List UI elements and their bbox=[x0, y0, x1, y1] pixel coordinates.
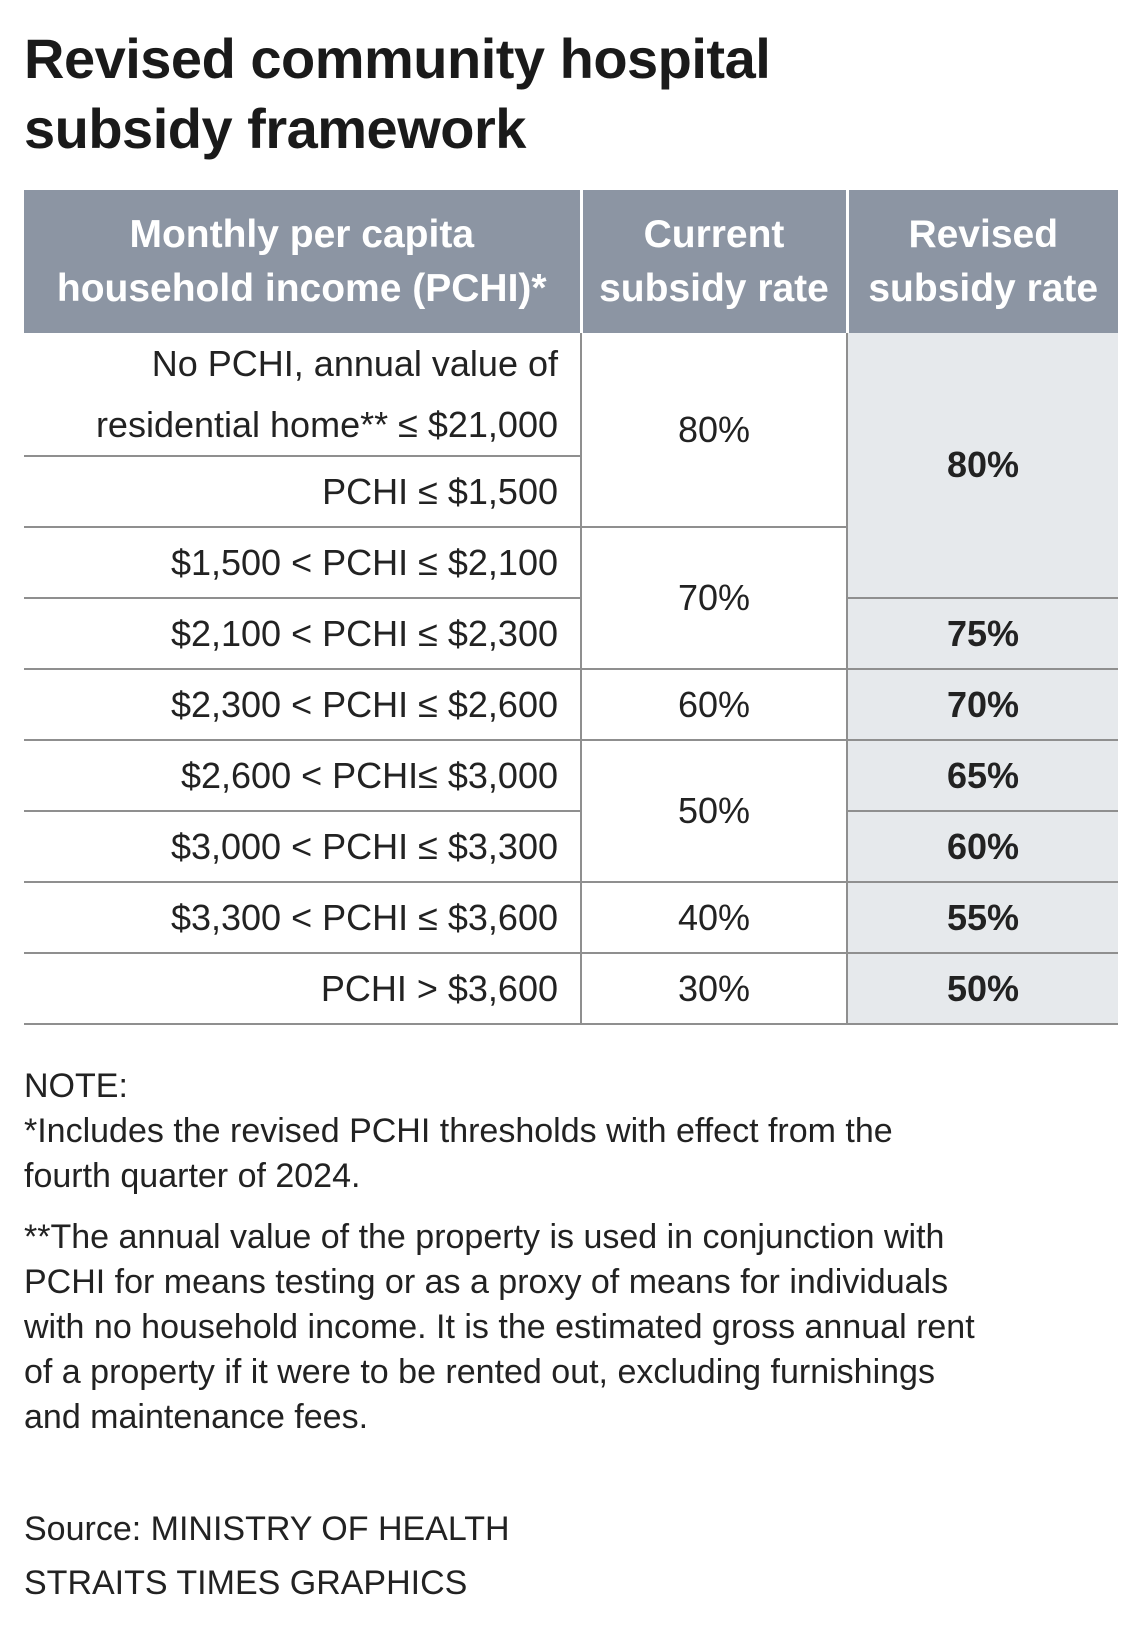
income-cell: $3,300 < PCHI ≤ $3,600 bbox=[24, 882, 581, 953]
table-row bbox=[24, 882, 1118, 953]
note-2-line-3: with no household income. It is the estimated gross annual rent bbox=[24, 1308, 975, 1346]
revised-rate-cell: 60% bbox=[847, 811, 1118, 882]
revised-rate-cell: 55% bbox=[847, 882, 1118, 953]
table-row bbox=[24, 598, 1118, 669]
header-income-line-2: household income (PCHI)* bbox=[56, 266, 547, 310]
graphics-credit: STRAITS TIMES GRAPHICS bbox=[24, 1564, 468, 1602]
income-cell bbox=[24, 333, 581, 456]
header-income-line-1: Monthly per capita bbox=[129, 212, 475, 256]
header-income bbox=[24, 190, 581, 333]
revised-rate-cell: 75% bbox=[847, 598, 1118, 669]
header-current-line-2: subsidy rate bbox=[599, 266, 829, 310]
header-revised-line-1: Revised bbox=[908, 212, 1059, 256]
note-1-line-2: fourth quarter of 2024. bbox=[24, 1157, 361, 1195]
income-cell: PCHI ≤ $1,500 bbox=[24, 456, 581, 527]
income-cell: $1,500 < PCHI ≤ $2,100 bbox=[24, 527, 581, 598]
table-row bbox=[24, 333, 1118, 456]
revised-rate-cell: 80% bbox=[847, 333, 1118, 598]
page-title bbox=[24, 24, 1024, 164]
table-row bbox=[24, 811, 1118, 882]
income-cell: PCHI > $3,600 bbox=[24, 953, 581, 1024]
current-rate-cell: 70% bbox=[581, 527, 847, 669]
header-row bbox=[24, 190, 1118, 333]
income-cell: $2,600 < PCHI≤ $3,000 bbox=[24, 740, 581, 811]
header-current-rate bbox=[581, 190, 847, 333]
note-1-line-1: *Includes the revised PCHI thresholds with effect from the bbox=[24, 1112, 893, 1150]
title-line-1: Revised community hospital bbox=[24, 27, 771, 90]
header-current-line-1: Current bbox=[643, 212, 785, 256]
table-row bbox=[24, 669, 1118, 740]
table-row bbox=[24, 953, 1118, 1024]
revised-rate-cell: 65% bbox=[847, 740, 1118, 811]
income-line-1: No PCHI, annual value of bbox=[151, 343, 558, 384]
subsidy-table bbox=[24, 190, 1118, 1025]
notes-label: NOTE: bbox=[24, 1067, 128, 1105]
source-credit bbox=[24, 1502, 510, 1610]
income-cell: $2,300 < PCHI ≤ $2,600 bbox=[24, 669, 581, 740]
income-line-2: residential home** ≤ $21,000 bbox=[95, 404, 558, 445]
income-cell: $2,100 < PCHI ≤ $2,300 bbox=[24, 598, 581, 669]
note-2-line-1: **The annual value of the property is used in conjunction with bbox=[24, 1218, 945, 1256]
current-rate-cell: 30% bbox=[581, 953, 847, 1024]
header-revised-line-2: subsidy rate bbox=[868, 266, 1099, 310]
table-row bbox=[24, 740, 1118, 811]
current-rate-cell: 60% bbox=[581, 669, 847, 740]
source-line: Source: MINISTRY OF HEALTH bbox=[24, 1510, 510, 1548]
note-2-line-4: of a property if it were to be rented out, excluding furnishings bbox=[24, 1353, 935, 1391]
header-revised-rate bbox=[847, 190, 1118, 333]
revised-rate-cell: 70% bbox=[847, 669, 1118, 740]
title-line-2: subsidy framework bbox=[24, 97, 526, 160]
notes bbox=[24, 1064, 1084, 1440]
note-2-line-2: PCHI for means testing or as a proxy of means for individuals bbox=[24, 1263, 949, 1301]
current-rate-cell: 40% bbox=[581, 882, 847, 953]
current-rate-cell: 80% bbox=[581, 333, 847, 527]
note-2-line-5: and maintenance fees. bbox=[24, 1398, 369, 1436]
current-rate-cell: 50% bbox=[581, 740, 847, 882]
revised-rate-cell: 50% bbox=[847, 953, 1118, 1024]
income-cell: $3,000 < PCHI ≤ $3,300 bbox=[24, 811, 581, 882]
